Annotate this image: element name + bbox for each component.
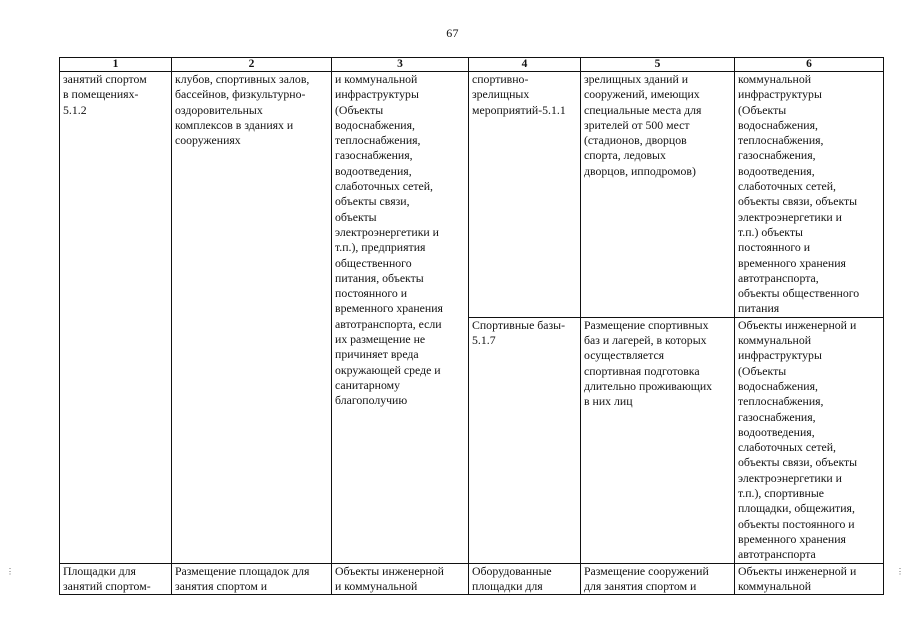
cell-text: Оборудованные площадки для	[472, 563, 552, 593]
cell-text: коммунальной инфраструктуры (Объекты водоснабжения, теплоснабжения, газоснабжения, водоотведения, слаботочных сетей, объекты связи, объекты электроэнергетики и т.п.) объекты постоянного и временного хранения автотранспорта, объекты общественного питания	[738, 72, 860, 316]
cell-text: клубов, спортивных залов, бассейнов, физкультурно- оздоровительных комплексов в зданиях и сооружениях	[175, 72, 310, 148]
column-header-1: 1	[60, 58, 172, 72]
scan-edge-mark-right: ⋮	[896, 567, 904, 576]
column-header-4: 4	[469, 58, 581, 72]
cell-text: Размещение сооружений для занятия спортом и	[584, 563, 709, 593]
table-cell	[332, 563, 469, 595]
table-cell	[172, 72, 332, 564]
cell-text: и коммунальной инфраструктуры (Объекты водоснабжения, теплоснабжения, газоснабжения, водоотведения, слаботочных сетей, объекты связи, объекты электроэнергетики и т.п.), предприятия общественного питания, объекты постоянного и временного хранения автотранспорта, если их размещение не причиняет вреда окружающей среде и санитарному благополучию	[335, 72, 443, 408]
cell-text: Площадки для занятий спортом-	[63, 563, 151, 593]
cell-text: Размещение спортивных баз и лагерей, в которых осуществляется спортивная подготовка длительно проживающих в них лиц	[584, 317, 713, 409]
cell-text: занятий спортом в помещениях- 5.1.2	[63, 72, 147, 117]
table-cell	[60, 72, 172, 564]
table-cell	[735, 563, 884, 595]
table-row	[60, 72, 884, 318]
table-row	[60, 563, 884, 595]
table-cell	[735, 72, 884, 318]
page-number: 67	[446, 26, 459, 40]
table-cell	[581, 72, 735, 318]
table-cell	[172, 563, 332, 595]
table-cell	[469, 317, 581, 563]
table-cell	[581, 563, 735, 595]
table-cell	[60, 563, 172, 595]
column-header-5: 5	[581, 58, 735, 72]
cell-text: Спортивные базы- 5.1.7	[472, 317, 566, 348]
column-header-2: 2	[172, 58, 332, 72]
cell-text: Размещение площадок для занятия спортом и	[175, 563, 310, 593]
cell-text: Объекты инженерной и коммунальной	[335, 563, 445, 593]
table-cell	[469, 563, 581, 595]
table-cell	[735, 317, 884, 563]
column-header-6: 6	[735, 58, 884, 72]
table-cell	[332, 72, 469, 564]
table-cell	[469, 72, 581, 318]
cell-text: Объекты инженерной и коммунальной инфраструктуры (Объекты водоснабжения, теплоснабжения, газоснабжения, водоотведения, слаботочных сетей, объекты связи, объекты электроэнергетики и т.п.), спортивные площадки, общежития, объекты постоянного и временного хранения автотранспорта	[738, 317, 858, 562]
column-header-3: 3	[332, 58, 469, 72]
document-table	[59, 57, 884, 595]
cell-text: спортивно- зрелищных мероприятий-5.1.1	[472, 72, 566, 117]
cell-text: зрелищных зданий и сооружений, имеющих специальные места для зрителей от 500 мест (стадионов, дворцов спорта, ледовых дворцов, ипподромов)	[584, 72, 702, 178]
cell-text: Объекты инженерной и коммунальной	[738, 563, 857, 593]
table-header-row	[60, 58, 884, 72]
table-cell	[581, 317, 735, 563]
scan-edge-mark-left: ⋮	[6, 567, 14, 576]
